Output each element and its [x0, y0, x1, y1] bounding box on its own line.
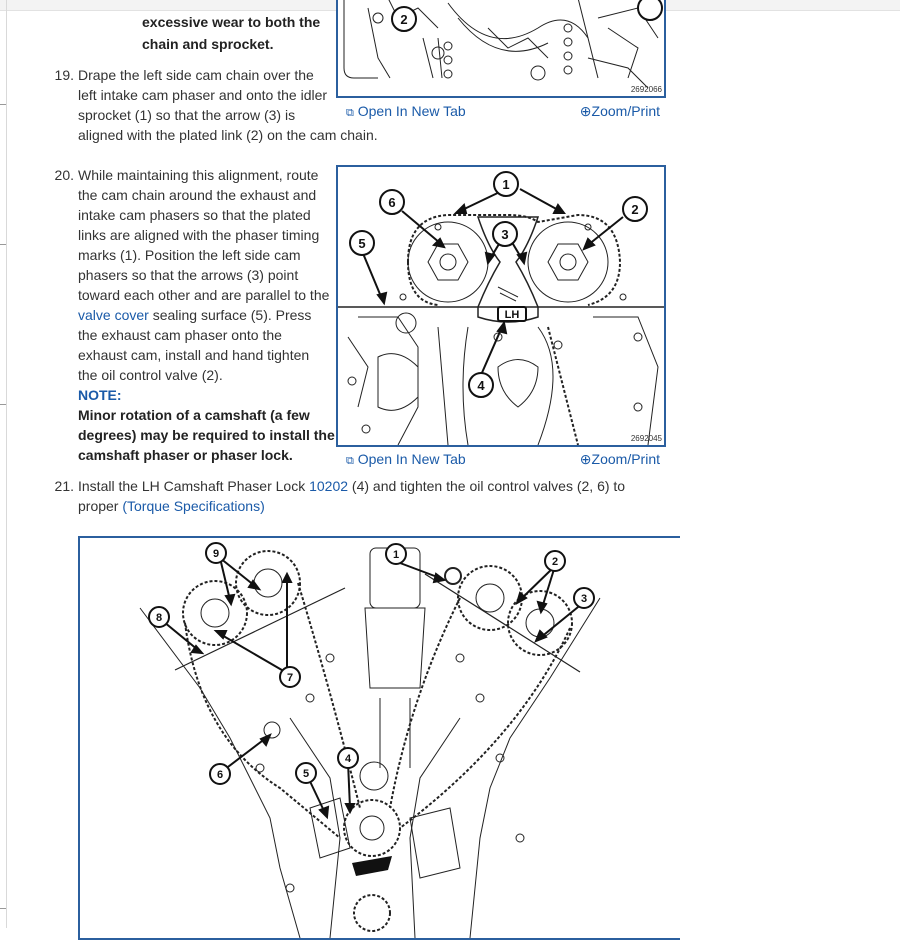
step20-number: 20. [54, 167, 74, 183]
step20-line7: toward each other and are parallel to the [78, 287, 330, 303]
callout-6: 6 [216, 769, 224, 781]
callout-4: 4 [477, 378, 485, 393]
step20-line8-rest: sealing surface (5). Press [148, 307, 312, 323]
step20-line3: intake cam phasers so that the plated [78, 207, 311, 223]
step20-line6: phasers so that the arrows (3) point [78, 267, 299, 283]
zoom-print-link[interactable] [580, 448, 660, 470]
callout-3: 3 [501, 227, 509, 242]
open-new-tab-link[interactable] [346, 100, 466, 124]
figure1-image-id: 2692066 [630, 85, 662, 94]
valve-cover-link[interactable]: valve cover [78, 307, 149, 323]
note-label: NOTE: [78, 387, 122, 403]
callout-5: 5 [302, 768, 310, 780]
zoom-print-label: Zoom/Print [591, 451, 660, 467]
step20-line9: the exhaust cam phaser onto the [78, 327, 282, 343]
step20-line8 [78, 305, 311, 325]
step19-line4: aligned with the plated link (2) on the cam chain. [78, 127, 378, 143]
open-new-tab-link[interactable] [346, 448, 466, 472]
figure2-image[interactable] [336, 165, 666, 447]
zoom-print-label: Zoom/Print [591, 103, 660, 119]
open-new-tab-label: Open In New Tab [357, 103, 466, 119]
callout-6: 6 [388, 195, 396, 210]
figure3-drawing [80, 538, 680, 938]
gutter-tick [0, 908, 6, 909]
callout-4: 4 [344, 753, 352, 765]
step21-number: 21. [54, 478, 74, 494]
callout-2: 2 [631, 202, 639, 217]
zoom-print-link[interactable] [580, 100, 660, 122]
left-gutter-line [6, 0, 7, 928]
step20-line1: While maintaining this alignment, route [78, 167, 319, 183]
callout-1: 1 [502, 177, 510, 192]
callout-3: 3 [580, 593, 588, 605]
step20-line2: the cam chain around the exhaust and [78, 187, 317, 203]
step21-line1 [78, 476, 625, 496]
step19-line3: sprocket (1) so that the arrow (3) is [78, 107, 296, 123]
note-line1: Minor rotation of a camshaft (a few [78, 407, 310, 423]
callout-9: 9 [212, 548, 220, 560]
callout-7: 7 [286, 672, 294, 684]
figure1-image[interactable] [336, 0, 666, 98]
callout-1: 1 [392, 549, 400, 561]
lh-label: LH [504, 309, 520, 321]
callout-label: 2 [400, 12, 408, 27]
figure3-image[interactable] [78, 536, 680, 940]
note-line2: degrees) may be required to install the [78, 427, 335, 443]
open-new-tab-label: Open In New Tab [357, 451, 466, 467]
callout-circle [638, 0, 662, 20]
step20-line4: links are aligned with the phaser timing [78, 227, 320, 243]
step18-line1: excessive wear to both the [142, 14, 321, 30]
figure2-toolbar [346, 448, 662, 470]
figure1-toolbar [346, 100, 662, 122]
figure2-image-id: 2692045 [630, 434, 662, 443]
note-line3: camshaft phaser or phaser lock. [78, 447, 293, 463]
step20-line5: marks (1). Position the left side cam [78, 247, 301, 263]
new-tab-icon: ⧉ [346, 107, 354, 119]
zoom-icon: ⊕ [579, 451, 592, 467]
step21-text-b: (4) and tighten the oil control valves (2, 6) to [348, 478, 626, 494]
step19-line2: left intake cam phaser and onto the idler [78, 87, 328, 103]
step20-line11: the oil control valve (2). [78, 367, 223, 383]
figure2-drawing [338, 167, 664, 445]
callout-8: 8 [155, 612, 163, 624]
callout-2: 2 [551, 556, 559, 568]
tool-10202-link[interactable]: 10202 [309, 478, 349, 494]
step21-text-c: proper [78, 498, 123, 514]
step21-line2 [78, 496, 265, 516]
callout-5: 5 [358, 236, 366, 251]
gutter-tick [0, 404, 6, 405]
step19-number: 19. [54, 67, 74, 83]
gutter-tick [0, 244, 6, 245]
torque-specifications-link[interactable]: (Torque Specifications) [122, 498, 265, 514]
new-tab-icon: ⧉ [346, 455, 354, 467]
step20-line10: exhaust cam, install and hand tighten [78, 347, 310, 363]
gutter-tick [0, 104, 6, 105]
figure1-drawing [338, 0, 664, 96]
step18-line2: chain and sprocket. [142, 36, 274, 52]
step19-line1: Drape the left side cam chain over the [78, 67, 314, 83]
step21-text-a: Install the LH Camshaft Phaser Lock [78, 478, 310, 494]
zoom-icon: ⊕ [579, 103, 592, 119]
